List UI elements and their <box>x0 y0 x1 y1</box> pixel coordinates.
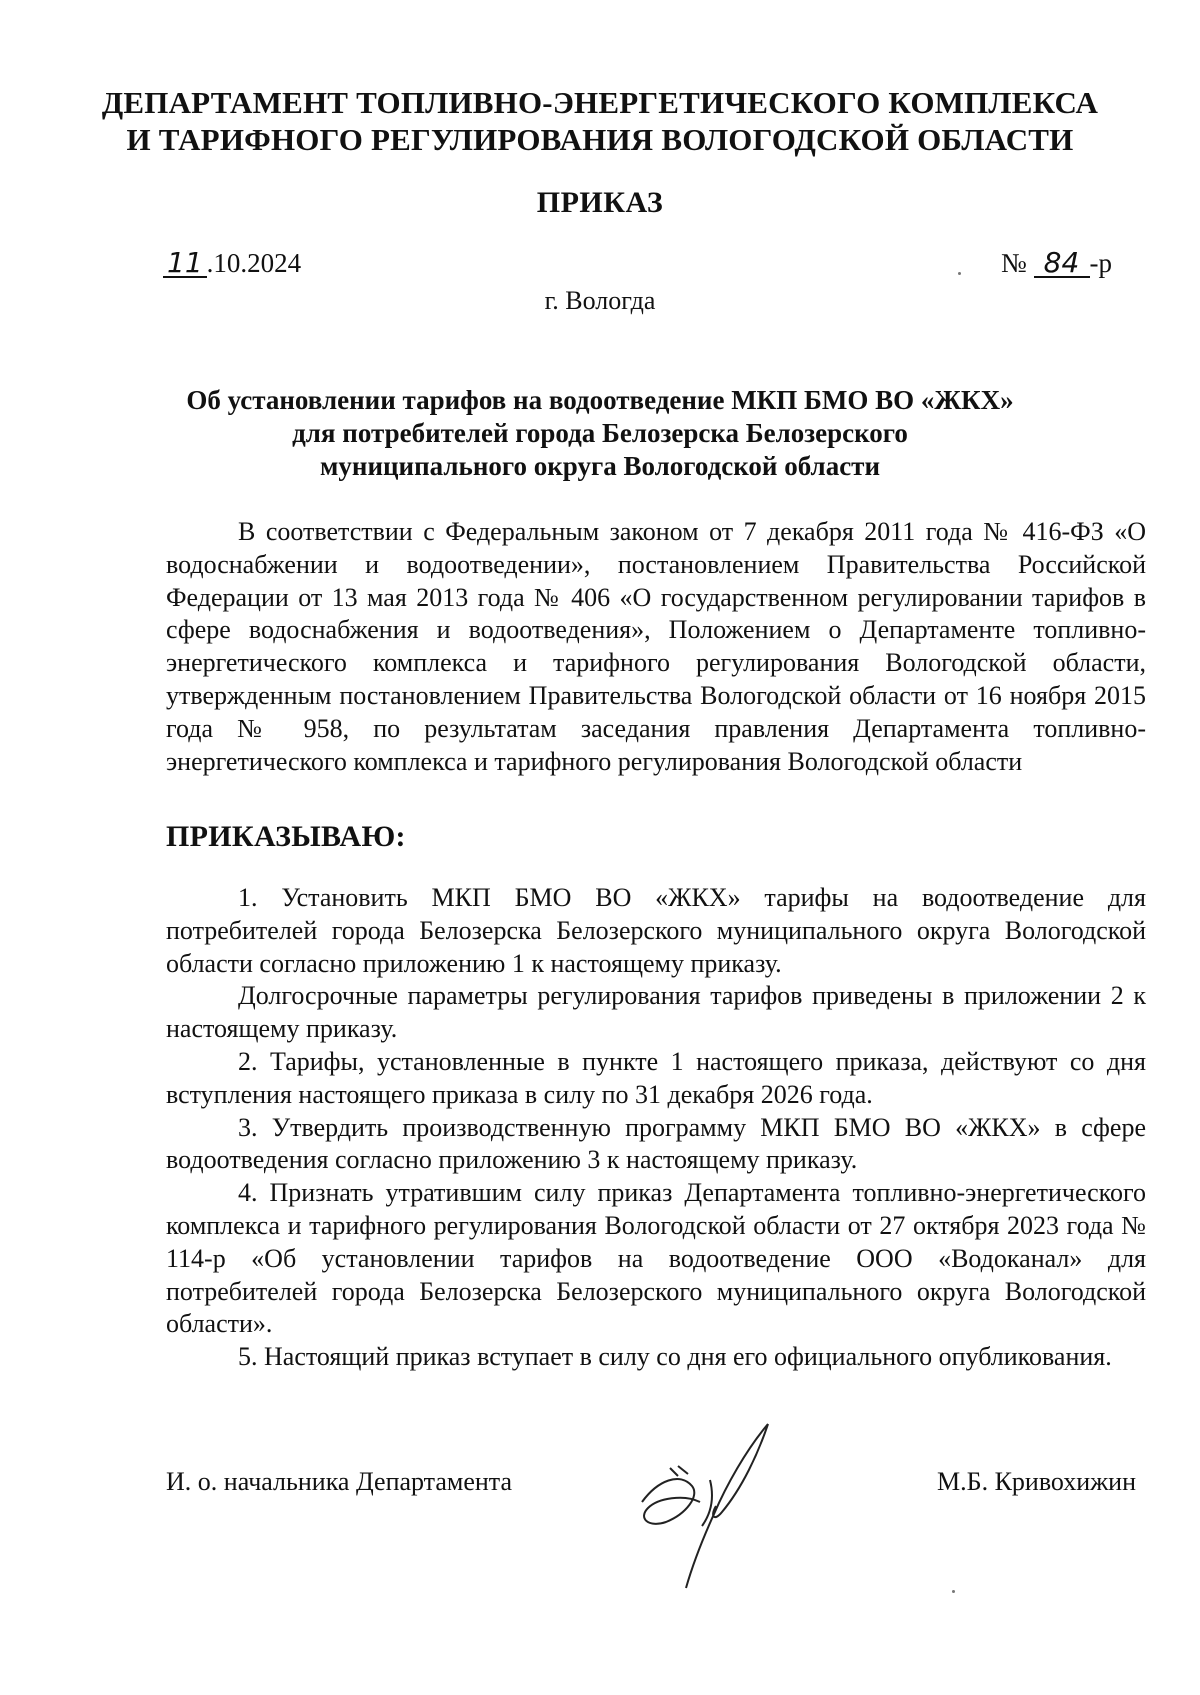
scan-speck <box>952 1590 955 1593</box>
order-date <box>163 248 301 279</box>
subject-line-3: муниципального округа Вологодской области <box>320 451 880 481</box>
handwritten-signature <box>618 1410 818 1600</box>
subject-line-2: для потребителей города Белозерска Белозерского <box>292 418 908 448</box>
order-number <box>1001 248 1112 279</box>
command-heading: ПРИКАЗЫВАЮ: <box>166 820 406 853</box>
preamble-paragraph: В соответствии с Федеральным законом от 7 декабря 2011 года № 416-ФЗ «О водоснабжении и водоотведении», постановлением Правительства Российской Федерации от 13 мая 2013 года № 406 «О государственном регулировании тарифов в сфере водоснабжения и водоотведения», Положением о Департаменте топливно-энергетического комплекса и тарифного регулирования Вологодской области, утвержденным постановлением Правительства Вологодской области от 16 ноября 2015 года № 958, по результатам заседания правления Департамента топливно-энергетического комплекса и тарифного регулирования Вологодской области <box>166 517 1146 776</box>
item-paragraph-3: 3. Утвердить производственную программу МКП БМО ВО «ЖКХ» в сфере водоотведения согласно приложению 3 к настоящему приказу. <box>166 1112 1146 1175</box>
handwritten-day: 11 <box>163 250 207 278</box>
printed-date: .10.2024 <box>206 248 302 278</box>
header-line-1: ДЕПАРТАМЕНТ ТОПЛИВНО-ЭНЕРГЕТИЧЕСКОГО КОМПЛЕКСА <box>101 85 1099 120</box>
scan-speck <box>958 272 961 275</box>
item-paragraph-1: 1. Установить МКП БМО ВО «ЖКХ» тарифы на водоотведение для потребителей города Белозерска Белозерского муниципального округа Вологодской области согласно приложению 1 к настоящему приказу. <box>166 883 1146 978</box>
item-paragraph-4: 4. Признать утратившим силу приказ Департамента топливно-энергетического комплекса и тарифного регулирования Вологодской области от 27 октября 2023 года № 114-р «Об установлении тарифов на водоотведение ООО «Водоканал» для потребителей города Белозерска Белозерского муниципального округа Вологодской области». <box>166 1178 1146 1339</box>
signatory-title: И. о. начальника Департамента <box>166 1467 513 1496</box>
header-line-2: И ТАРИФНОГО РЕГУЛИРОВАНИЯ ВОЛОГОДСКОЙ ОБЛАСТИ <box>126 122 1074 157</box>
handwritten-number: 84 <box>1034 250 1090 278</box>
number-prefix: № <box>1000 248 1027 278</box>
item-paragraph-5: 5. Настоящий приказ вступает в силу со дня его официального опубликования. <box>238 1342 1112 1372</box>
order-items <box>166 882 1146 1374</box>
signatory-name: М.Б. Кривохижин <box>937 1467 1136 1496</box>
number-suffix: -р <box>1089 248 1112 278</box>
document-type-title: ПРИКАЗ <box>536 186 664 219</box>
item-paragraph-2: 2. Тарифы, установленные в пункте 1 настоящего приказа, действуют со дня вступления настоящего приказа в силу по 31 декабря 2026 года. <box>166 1046 1146 1109</box>
city-line: г. Вологда <box>544 286 656 315</box>
order-subject <box>0 384 1200 483</box>
subject-line-1: Об установлении тарифов на водоотведение МКП БМО ВО «ЖКХ» <box>186 385 1014 415</box>
item-paragraph-1-continued: Долгосрочные параметры регулирования тарифов приведены в приложении 2 к настоящему приказу. <box>166 981 1146 1044</box>
department-header <box>0 84 1200 158</box>
